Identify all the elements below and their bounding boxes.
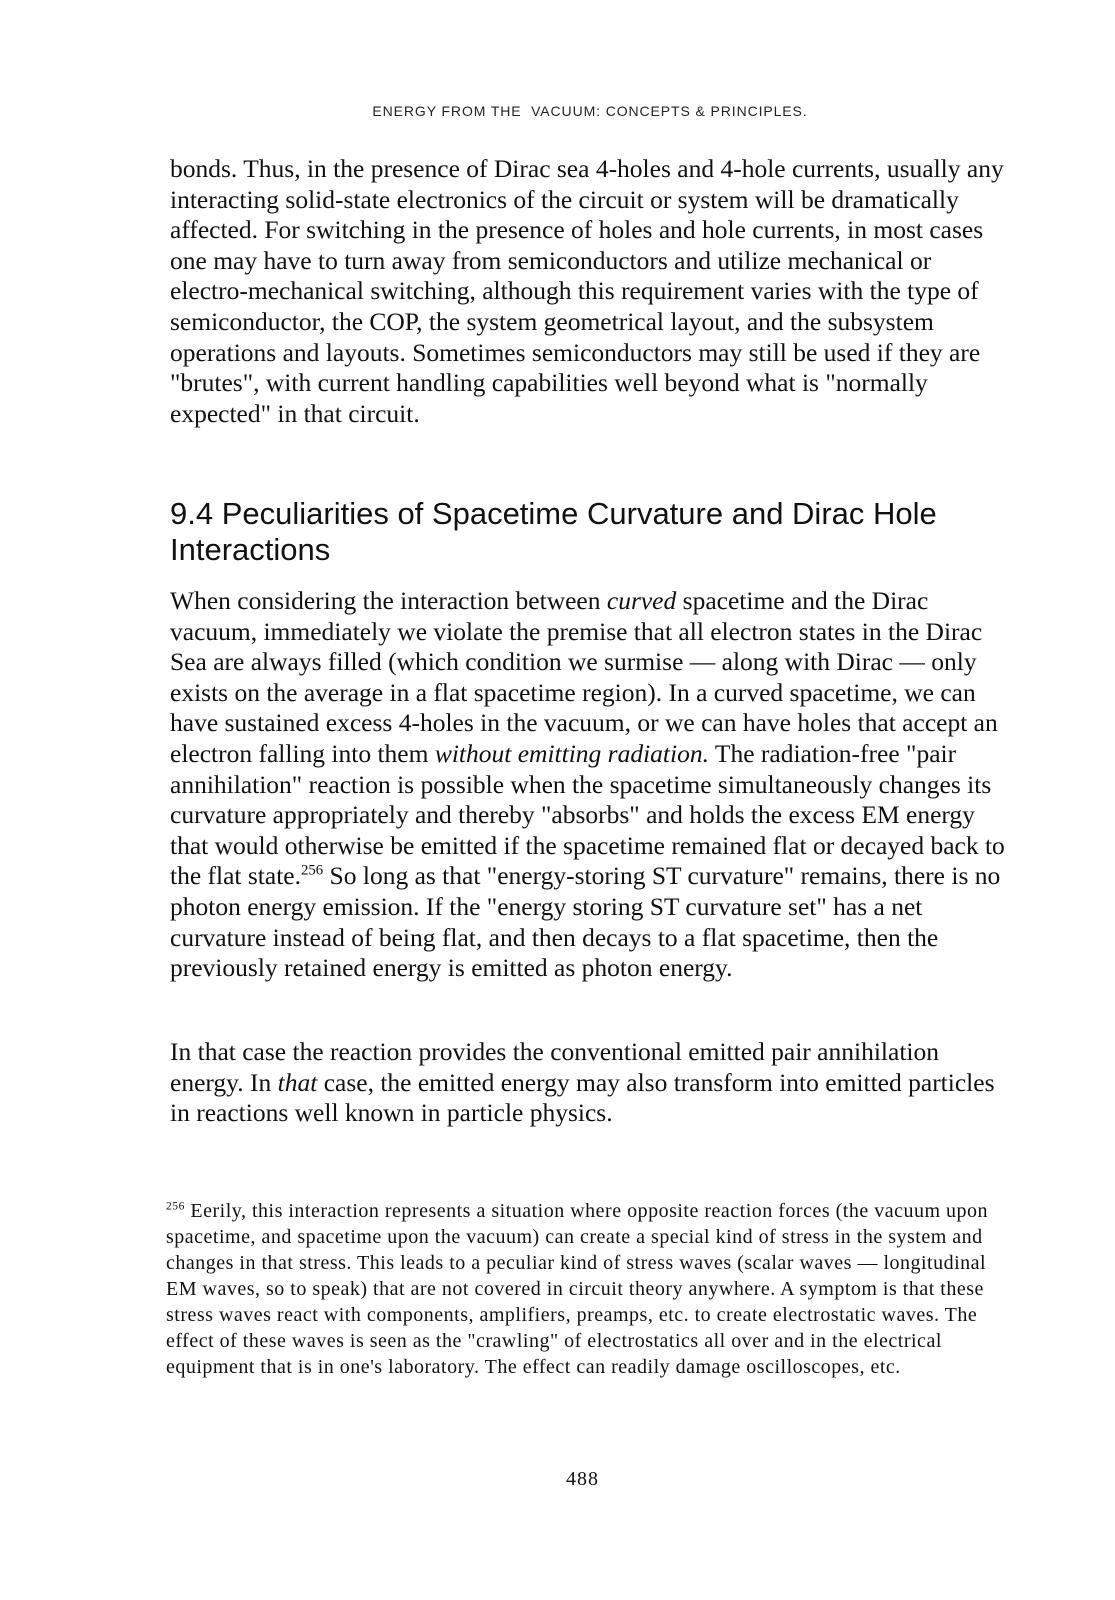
paragraph-2-text: spacetime and the Dirac vacuum, immediately we violate the premise that all electron states in the Dirac Sea are always filled (which condition we surmise — along with Dirac — only exists on the average in a flat spacetime region). In a curved spacetime, we can have sustained excess 4-holes in the vacuum, or we can have holes that accept an electron falling into them [170,586,998,768]
page-number: 488 [566,1468,599,1490]
running-header: ENERGY FROM THE VACUUM: CONCEPTS & PRINCIPLES. [372,103,808,119]
section-heading: 9.4 Peculiarities of Spacetime Curvature and Dirac Hole Interactions [170,496,937,567]
paragraph-2-emphasis: curved [606,586,677,615]
paragraph-2-emphasis: without emitting radiation. [434,738,709,768]
paragraph-3-emphasis: that [277,1067,318,1097]
paragraph-3-text: In that case the reaction provides the conventional emitted pair annihilation energy. In [170,1037,939,1097]
paragraph-2-text: So long as that "energy-storing ST curvature" remains, there is no photon energy emission. If the "energy storing ST curvature set" has a net curvature instead of being flat, and then decays to a flat spacetime, then the previously retained energy is emitted as photon energy. [170,861,1001,983]
footnote-text: Eerily, this interaction represents a situation where opposite reaction forces (the vacuum upon spacetime, and spacetime upon the vacuum) can create a special kind of stress in the system and changes in that stress. This leads to a peculiar kind of stress waves (scalar waves — longitudinal EM waves, so to speak) that are not covered in circuit theory anywhere. A symptom is that these stress waves react with components, amplifiers, preamps, etc. to create electrostatic waves. The effect of these waves is seen as the "crawling" of electrostatics all over and in the electrical equipment that is in one's laboratory. The effect can readily damage oscilloscopes, etc. [166,1200,989,1378]
paragraph-2 [170,586,1010,984]
footnote-number: 256 [166,1199,185,1213]
footnote-reference[interactable]: 256 [301,862,324,879]
footnote [166,1198,996,1380]
paragraph-3-text: case, the emitted energy may also transform into emitted particles in reactions well known in particle physics. [170,1067,995,1128]
paragraph-1: bonds. Thus, in the presence of Dirac sea 4-holes and 4-hole currents, usually any interacting solid-state electronics of the circuit or system will be dramatically affected. For switching in the presence of holes and hole currents, in most cases one may have to turn away from semiconductors and utilize mechanical or electro-mechanical switching, although this requirement varies with the type of semiconductor, the COP, the system geometrical layout, and the subsystem operations and layouts. Sometimes semiconductors may still be used if they are "brutes", with current handling capabilities well beyond what is "normally expected" in that circuit. [170,154,1004,428]
paragraph-3 [170,1037,1010,1129]
paragraph-2-text: The radiation-free "pair annihilation" reaction is possible when the spacetime simultaneously changes its curvature appropriately and thereby "absorbs" and holds the excess EM energy that would otherwise be emitted if the spacetime remained flat or decayed back to the flat state. [170,738,1005,891]
paragraph-2-text: When considering the interaction between [170,586,607,615]
